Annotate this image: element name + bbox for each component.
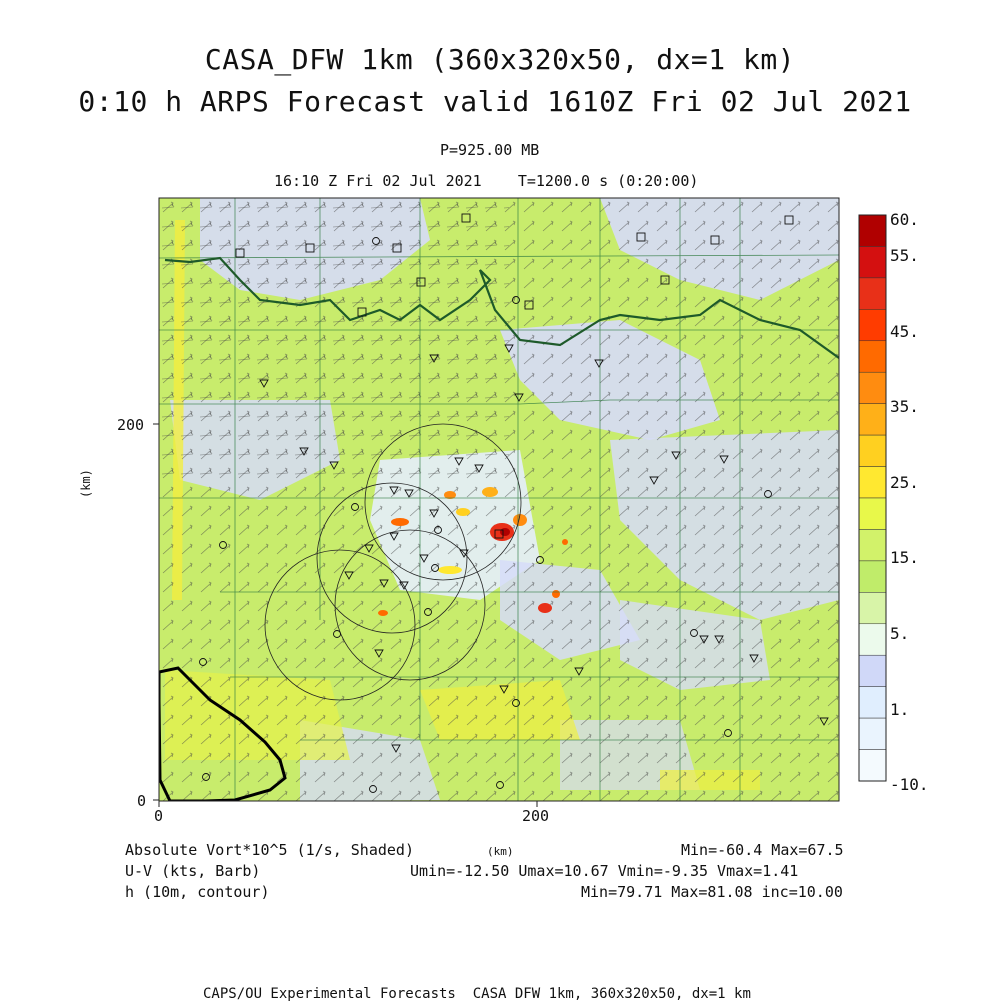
colorbar-label-35: 35. [890,397,919,416]
colorbar-swatch [859,592,886,623]
title-line-2: 0:10 h ARPS Forecast valid 1610Z Fri 02 Jul 2021 [78,85,912,118]
legend-field-height: h (10m, contour) [125,883,270,901]
y-tick-0: 0 [137,792,147,810]
colorbar-label-15: 15. [890,548,919,567]
colorbar-swatch [859,215,886,246]
legend-height-stats: Min=79.71 Max=81.08 inc=10.00 [581,883,843,901]
colorbar-swatch [859,718,886,749]
legend-field-wind: U-V (kts, Barb) [125,862,261,880]
colorbar-label-25: 25. [890,473,919,492]
x-tick-200: 200 [522,807,550,825]
y-axis-label: (km) [79,469,93,498]
colorbar-swatch [859,750,886,781]
colorbar-swatch [859,372,886,403]
colorbar-swatch [859,467,886,498]
colorbar-swatch [859,561,886,592]
colorbar-swatch [859,687,886,718]
colorbar-label-1: 1. [890,700,910,719]
colorbar-label-neg10: -10. [890,775,929,794]
colorbar-swatch [859,529,886,560]
colorbar-label-60: 60. [890,210,919,229]
legend-vorticity-stats: Min=-60.4 Max=67.5 [681,841,844,859]
colorbar [859,215,886,781]
colorbar-swatch [859,278,886,309]
colorbar-swatch [859,309,886,340]
legend-wind-stats: Umin=-12.50 Umax=10.67 Vmin=-9.35 Vmax=1.41 [410,862,799,880]
footer-credit: CAPS/OU Experimental Forecasts CASA DFW 1km, 360x320x50, dx=1 km [203,986,751,1002]
colorbar-swatch [859,624,886,655]
title-line-1: CASA_DFW 1km (360x320x50, dx=1 km) [204,43,796,76]
colorbar-label-5: 5. [890,624,910,643]
colorbar-swatch [859,341,886,372]
pressure-level: P=925.00 MB [440,141,540,159]
colorbar-label-55: 55. [890,246,919,265]
x-tick-0: 0 [154,807,164,825]
colorbar-swatch [859,498,886,529]
y-tick-200: 200 [117,416,145,434]
colorbar-label-45: 45. [890,322,919,341]
colorbar-swatch [859,404,886,435]
vorticity-field [159,198,839,801]
colorbar-swatch [859,435,886,466]
valid-time-line: 16:10 Z Fri 02 Jul 2021 T=1200.0 s (0:20:00) [274,172,699,190]
colorbar-swatch [859,655,886,686]
legend-field-vorticity: Absolute Vort*10^5 (1/s, Shaded) [125,841,414,859]
x-axis-label: (km) [487,845,514,858]
colorbar-swatch [859,246,886,277]
